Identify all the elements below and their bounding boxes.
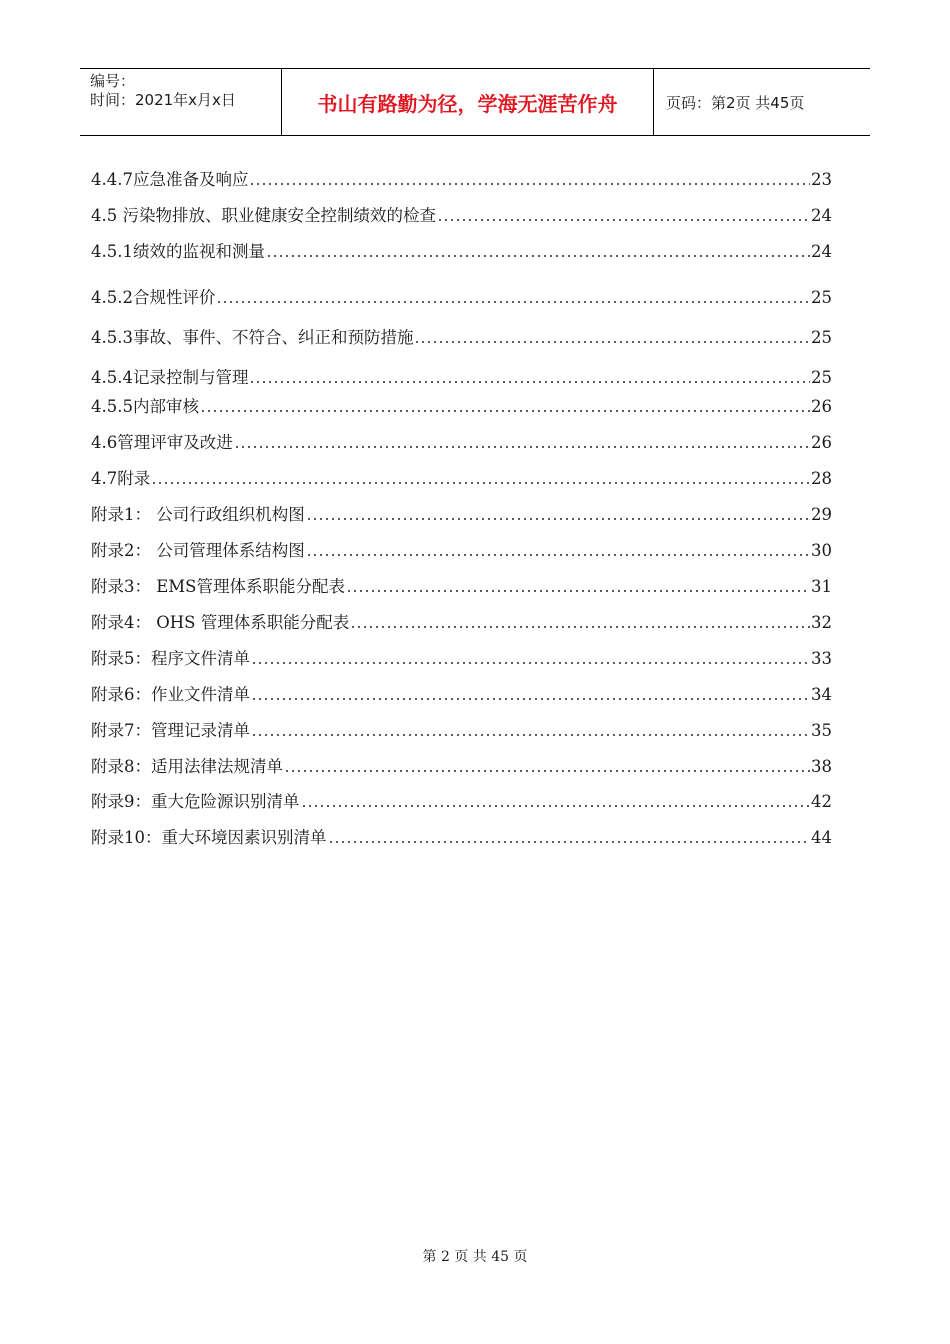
toc-leader-dots <box>249 366 810 390</box>
toc-entry-text: 4.5.4记录控制与管理 <box>91 368 249 387</box>
toc-entry-text: 4.7附录 <box>91 469 151 488</box>
toc-leader-dots <box>249 168 810 192</box>
toc-entry[interactable] <box>91 326 832 350</box>
toc-entry-page: 24 <box>811 242 832 261</box>
toc-leader-dots <box>234 431 810 455</box>
toc-leader-dots <box>306 539 810 563</box>
doc-number-label: 编号： <box>90 72 136 90</box>
toc-entry-page: 34 <box>811 685 832 704</box>
page-footer: 第 2 页 共 45 页 <box>422 1249 528 1265</box>
toc-entry[interactable] <box>91 539 832 563</box>
toc-entry-text: 附录9：重大危险源识别清单 <box>91 792 300 811</box>
doc-time-label: 时间：2021年x月x日 <box>90 91 236 109</box>
toc-entry[interactable] <box>91 240 832 264</box>
toc-entry-page: 31 <box>811 577 832 596</box>
toc-entry-page: 44 <box>811 828 832 847</box>
toc-leader-dots <box>251 683 810 707</box>
toc-leader-dots <box>251 647 810 671</box>
toc-entry-page: 25 <box>811 328 832 347</box>
toc-entry-text: 4.4.7应急准备及响应 <box>91 170 249 189</box>
toc-leader-dots <box>251 719 810 743</box>
header-meta <box>80 69 282 135</box>
toc-leader-dots <box>151 467 810 491</box>
toc-entry-page: 25 <box>811 288 832 307</box>
toc-entry[interactable] <box>91 366 832 390</box>
toc-leader-dots <box>437 204 810 228</box>
toc-entry-page: 29 <box>811 505 832 524</box>
toc-entry[interactable] <box>91 719 832 743</box>
toc-entry-text: 附录6：作业文件清单 <box>91 685 250 704</box>
toc-entry-page: 25 <box>811 368 832 387</box>
toc-entry-text: 4.5 污染物排放、职业健康安全控制绩效的检查 <box>91 206 436 225</box>
header-motto: 书山有路勤为径，学海无涯苦作舟 <box>282 69 654 135</box>
toc-entry-page: 28 <box>811 469 832 488</box>
toc-entry-text: 4.5.1绩效的监视和测量 <box>91 242 265 261</box>
toc-entry-page: 33 <box>811 649 832 668</box>
toc-entry-text: 附录7：管理记录清单 <box>91 721 250 740</box>
toc-entry-text: 4.5.3事故、事件、不符合、纠正和预防措施 <box>91 328 414 347</box>
toc-entry[interactable] <box>91 395 832 419</box>
toc-entry-page: 23 <box>811 170 832 189</box>
toc-entry[interactable] <box>91 611 832 635</box>
toc-entry[interactable] <box>91 168 832 192</box>
toc-leader-dots <box>346 575 810 599</box>
toc-entry-text: 附录3： EMS管理体系职能分配表 <box>91 577 345 596</box>
toc-leader-dots <box>414 326 810 350</box>
toc-leader-dots <box>306 503 810 527</box>
toc-entry[interactable] <box>91 431 832 455</box>
toc-entry[interactable] <box>91 826 832 850</box>
toc-entry[interactable] <box>91 575 832 599</box>
toc-entry-text: 附录5：程序文件清单 <box>91 649 250 668</box>
toc-entry-text: 附录8：适用法律法规清单 <box>91 757 283 776</box>
toc-entry-page: 30 <box>811 541 832 560</box>
toc-entry[interactable] <box>91 503 832 527</box>
toc-entry-text: 4.5.5内部审核 <box>91 397 199 416</box>
toc-entry-text: 附录4： OHS 管理体系职能分配表 <box>91 613 350 632</box>
toc-entry[interactable] <box>91 683 832 707</box>
page-header <box>80 68 870 136</box>
toc-entry-page: 26 <box>811 397 832 416</box>
toc-entry-text: 附录10：重大环境因素识别清单 <box>91 828 327 847</box>
toc-entry[interactable] <box>91 647 832 671</box>
toc-leader-dots <box>216 286 810 310</box>
toc-leader-dots <box>350 611 810 635</box>
toc-entry[interactable] <box>91 755 832 779</box>
toc-leader-dots <box>266 240 810 264</box>
toc-entry-text: 附录1： 公司行政组织机构图 <box>91 505 305 524</box>
toc-entry-text: 附录2： 公司管理体系结构图 <box>91 541 305 560</box>
header-page-info: 页码：第2页 共45页 <box>666 93 805 112</box>
toc-entry[interactable] <box>91 790 832 814</box>
toc-leader-dots <box>328 826 811 850</box>
toc-entry-page: 42 <box>811 792 832 811</box>
toc-leader-dots <box>200 395 810 419</box>
toc-entry-page: 38 <box>811 757 832 776</box>
toc-entry-page: 32 <box>811 613 832 632</box>
toc-leader-dots <box>301 790 811 814</box>
toc-entry-page: 24 <box>811 206 832 225</box>
toc-entry[interactable] <box>91 467 832 491</box>
toc-entry[interactable] <box>91 204 832 228</box>
toc-entry-page: 35 <box>811 721 832 740</box>
toc-entry-text: 4.6管理评审及改进 <box>91 433 233 452</box>
toc-entry-text: 4.5.2合规性评价 <box>91 288 216 307</box>
toc-entry[interactable] <box>91 286 832 310</box>
toc-leader-dots <box>284 755 810 779</box>
toc-entry-page: 26 <box>811 433 832 452</box>
